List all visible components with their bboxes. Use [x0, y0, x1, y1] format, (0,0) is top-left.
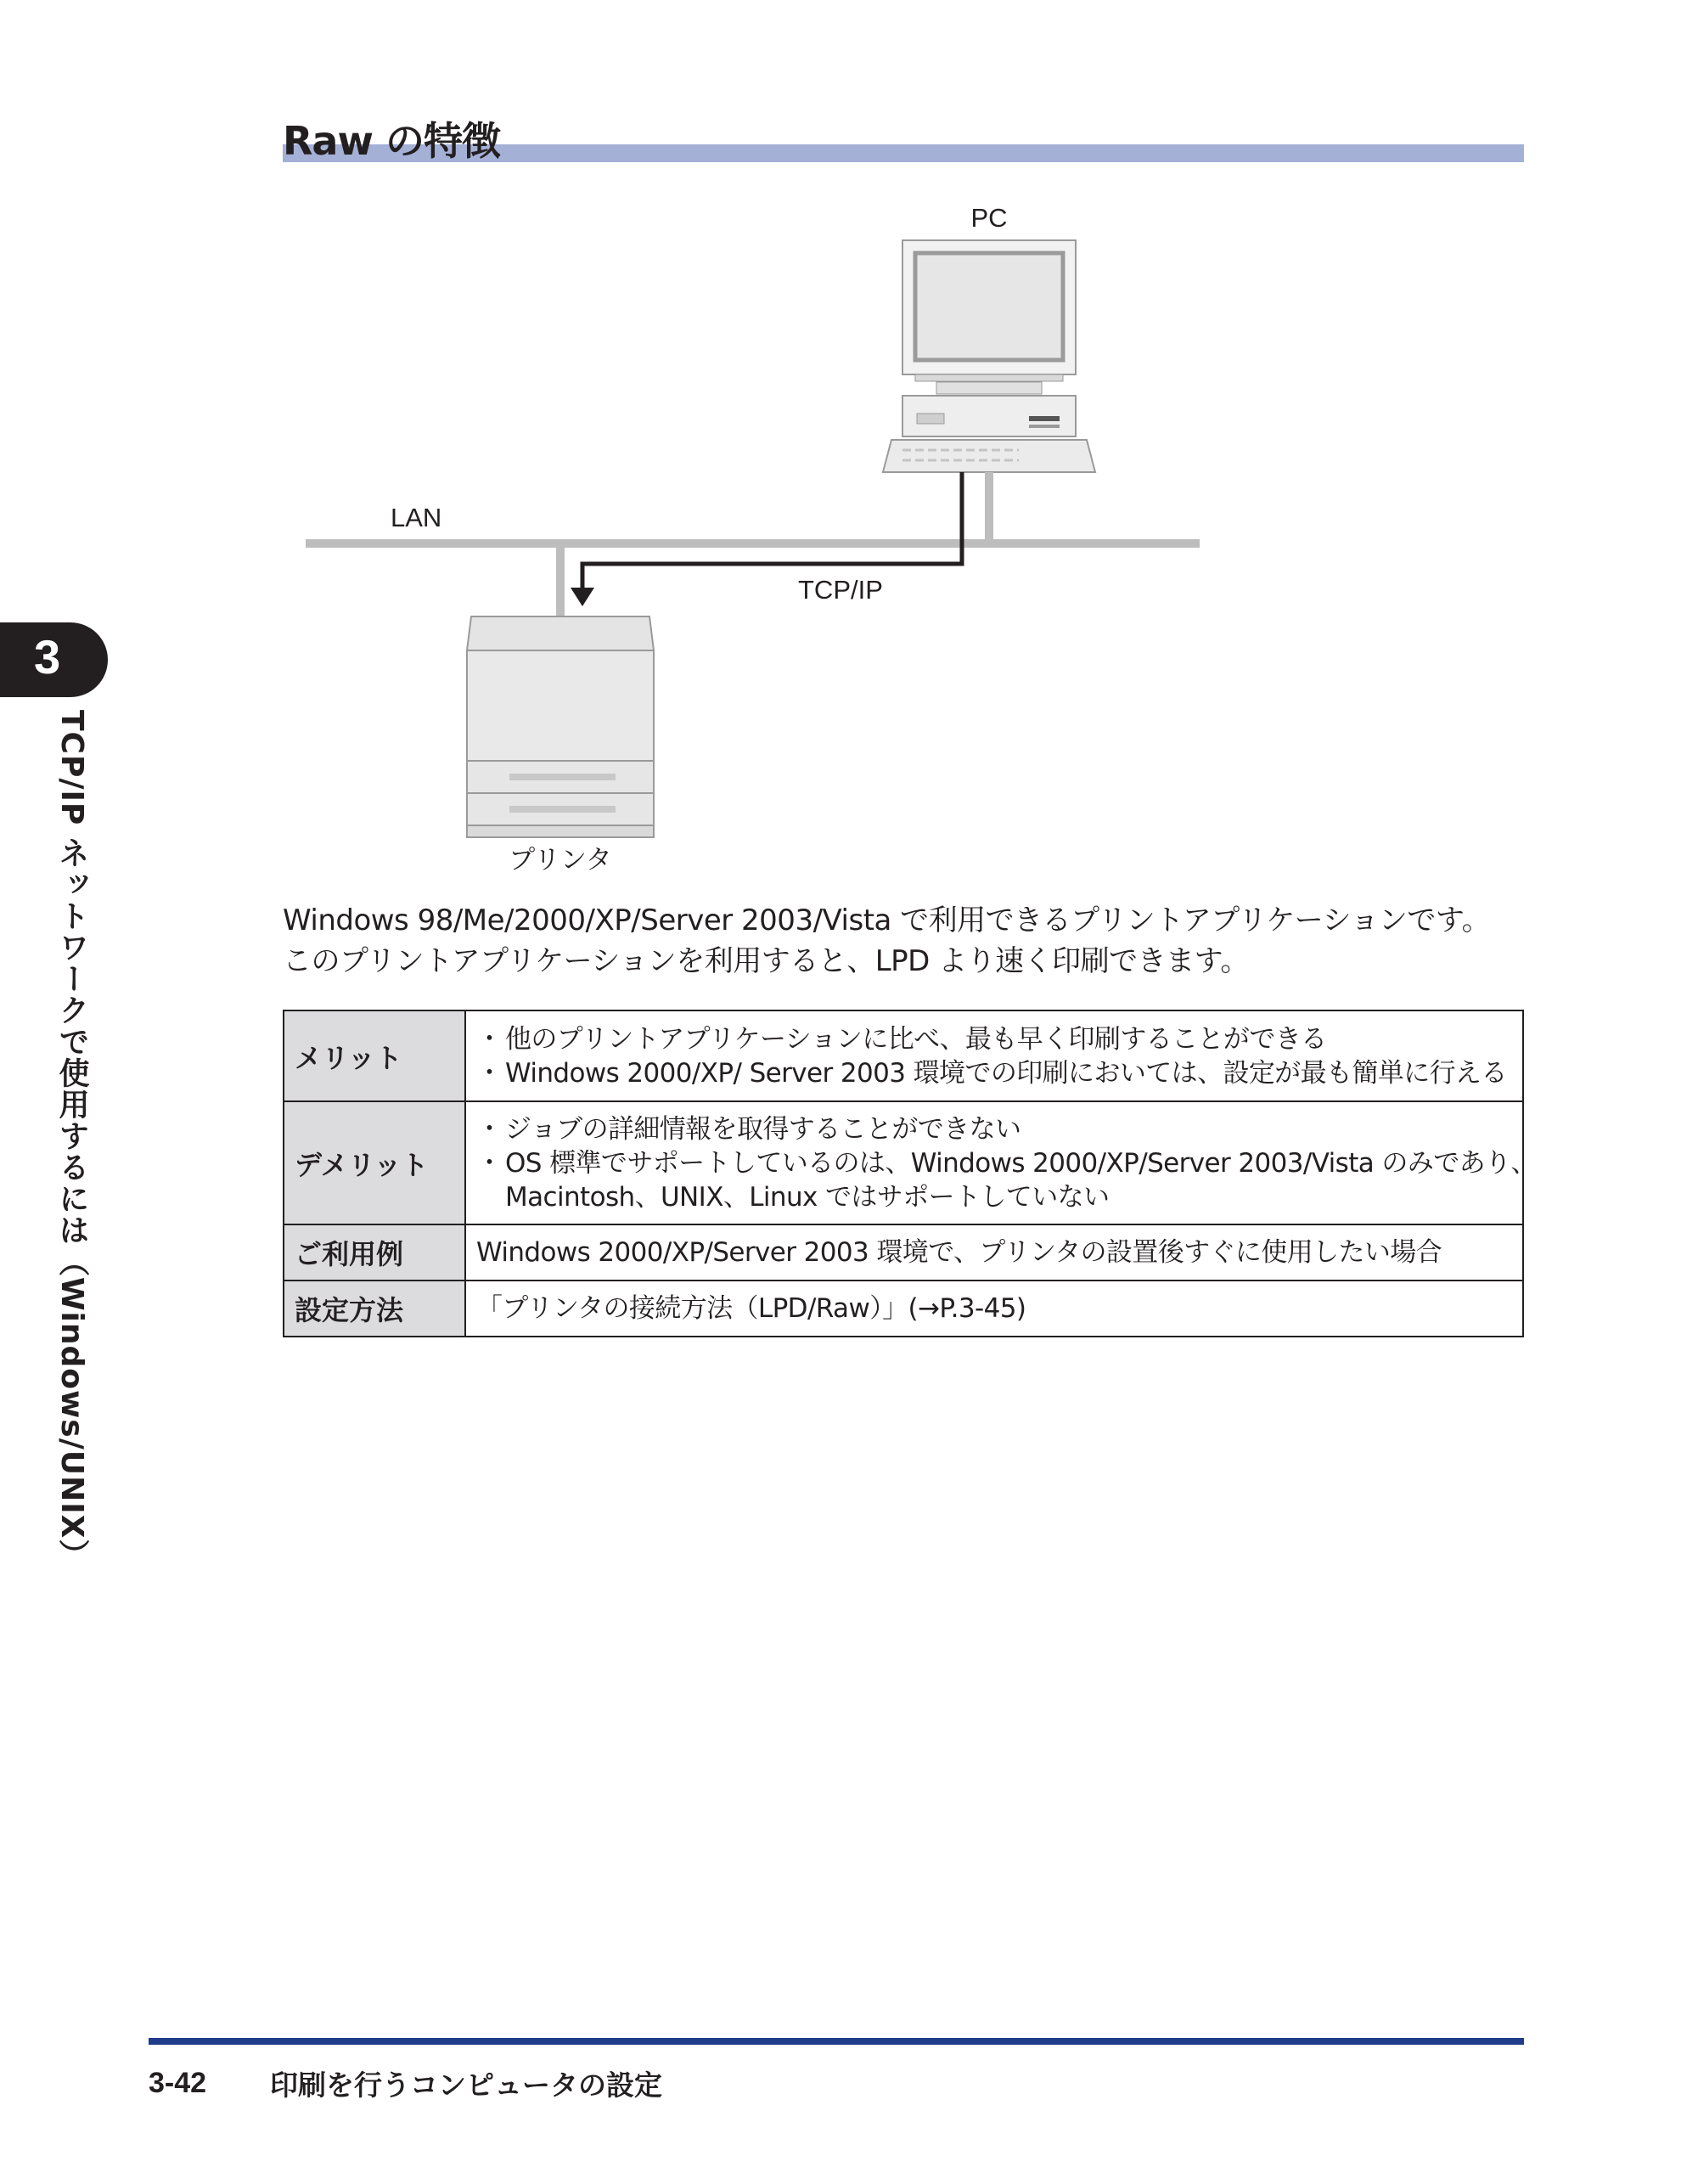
usage-label: ご利用例	[284, 1224, 465, 1281]
description-paragraph	[283, 900, 1539, 982]
demerit-content	[465, 1101, 1537, 1224]
table-row-setup	[284, 1281, 1523, 1337]
merit-item	[476, 1056, 1514, 1090]
table-row-demerit	[284, 1101, 1523, 1224]
demerit-item-continuation: Macintosh、UNIX、Linux ではサポートしていない	[505, 1181, 1110, 1213]
setup-label: 設定方法	[284, 1281, 465, 1337]
raw-feature-table	[283, 1010, 1537, 1337]
chapter-number: 3	[34, 630, 61, 684]
bullet-mark: ・	[476, 1023, 503, 1055]
pc-network-drop	[985, 472, 993, 542]
merit-label: メリット	[284, 1010, 465, 1101]
table-row-merit	[284, 1010, 1523, 1101]
network-diagram	[289, 195, 1240, 883]
demerit-item-text: ジョブの詳細情報を取得することができない	[505, 1113, 1021, 1145]
tcp-ip-label: TCP/IP	[798, 575, 883, 605]
demerit-item-text: OS 標準でサポートしているのは、Windows 2000/XP/Server 2003/Vista のみであり、	[505, 1147, 1537, 1179]
bullet-mark: ・	[476, 1057, 503, 1089]
setup-content	[465, 1281, 1523, 1337]
pc-label: PC	[970, 203, 1008, 233]
tcp-ip-path-arrow	[582, 472, 962, 589]
table-row-usage	[284, 1224, 1523, 1281]
usage-content	[465, 1224, 1523, 1281]
merit-item	[476, 1022, 1514, 1056]
section-title: Raw の特徴	[283, 118, 500, 164]
lan-bus-line	[306, 539, 1200, 548]
footer-chapter-title: 印刷を行うコンピュータの設定	[270, 2069, 662, 2102]
merit-content	[465, 1010, 1523, 1101]
footer-page-number: 3-42	[149, 2067, 207, 2099]
bullet-mark: ・	[476, 1147, 503, 1179]
pc-icon	[883, 240, 1095, 472]
bullet-mark: ・	[476, 1113, 503, 1145]
demerit-item	[476, 1146, 1537, 1180]
merit-item-text: Windows 2000/XP/ Server 2003 環境での印刷においては、設定が最も簡単に行える	[505, 1057, 1507, 1089]
usage-text: Windows 2000/XP/Server 2003 環境で、プリンタの設置後すぐに使用したい場合	[476, 1237, 1442, 1268]
printer-network-drop	[556, 548, 565, 616]
chapter-tab	[0, 622, 108, 697]
footer-rule	[149, 2038, 1524, 2045]
demerit-item	[476, 1112, 1514, 1146]
setup-link-text[interactable]: 「プリンタの接続方法（LPD/Raw）」(→P.3-45)	[476, 1293, 1026, 1324]
chapter-title-vertical: TCP/IP ネットワークで使用するには（Windows/UNIX）	[54, 710, 89, 1571]
lan-label: LAN	[391, 503, 442, 532]
printer-icon	[467, 616, 654, 837]
description-line-1: Windows 98/Me/2000/XP/Server 2003/Vista で利用できるプリントアプリケーションです。	[283, 903, 1491, 937]
description-line-2: このプリントアプリケーションを利用すると、LPD より速く印刷できます。	[283, 944, 1249, 978]
merit-item-text: 他のプリントアプリケーションに比べ、最も早く印刷することができる	[505, 1023, 1327, 1055]
demerit-label: デメリット	[284, 1101, 465, 1224]
printer-label: プリンタ	[509, 845, 612, 875]
arrow-head-icon	[571, 588, 594, 606]
